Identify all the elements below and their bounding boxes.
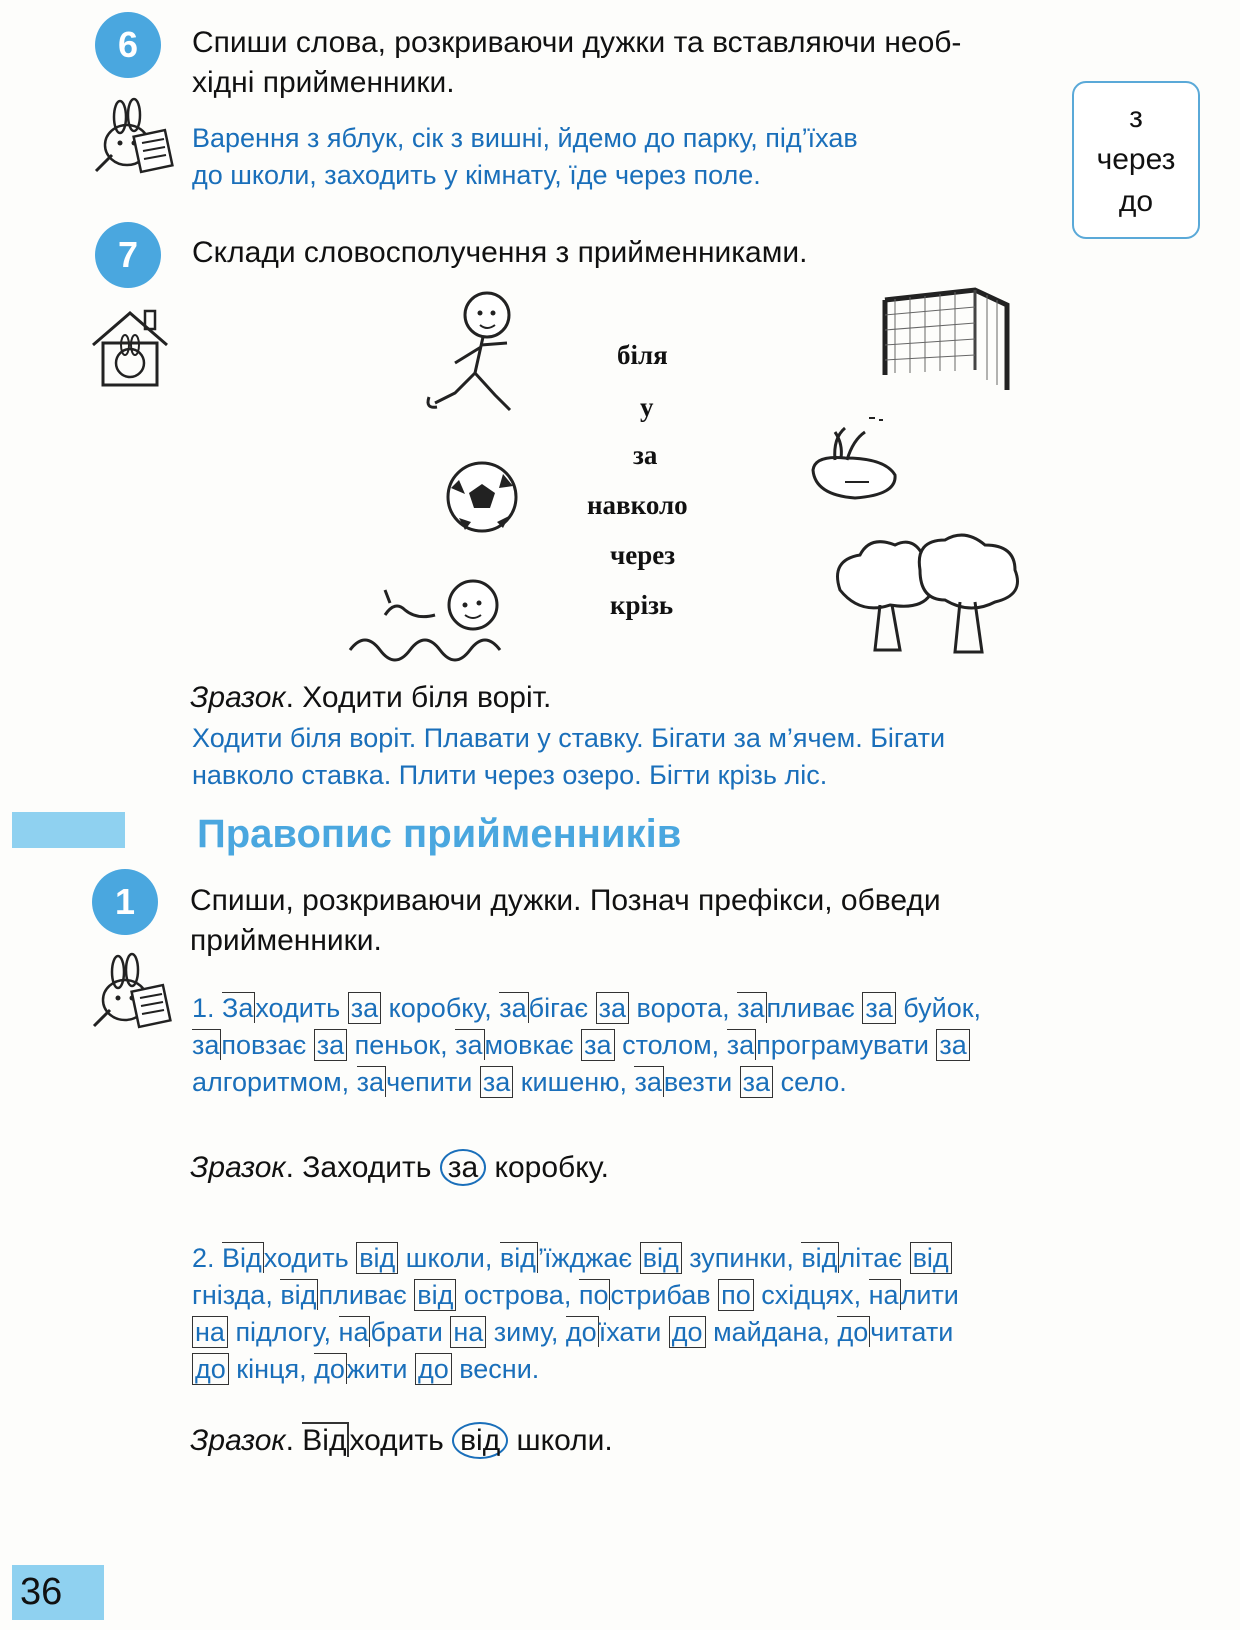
answer-text: читати [870, 1317, 954, 1347]
answer-line [192, 990, 981, 1027]
answer-text: острова, [456, 1280, 579, 1310]
boxed-preposition: від [414, 1279, 456, 1311]
answer-line [192, 1277, 959, 1314]
answer-text: алгоритмом, [192, 1067, 357, 1097]
prefix-marked: за [455, 1030, 483, 1060]
prefix-marked: від [280, 1280, 317, 1310]
prefix-marked: Від [302, 1422, 349, 1457]
answer-text: коробку, [381, 993, 500, 1023]
bunny-reading-icon [80, 950, 175, 1040]
task6-instruction-line2: хідні прийменники. [192, 66, 455, 99]
answer-text: брати [370, 1317, 451, 1347]
answer-text: ходить [255, 993, 348, 1023]
answer-text: столом, [614, 1030, 727, 1060]
swimming-boy-icon [345, 575, 510, 665]
boxed-preposition: на [192, 1316, 228, 1348]
task7-sample [190, 677, 551, 719]
preposition-box-word: до [1118, 185, 1154, 218]
answer-text: гнізда, [192, 1280, 281, 1310]
sample-text: . [285, 1424, 303, 1457]
answer-line [192, 1351, 959, 1388]
bunny-reading-icon [82, 95, 177, 185]
sample-text: коробку. [486, 1151, 610, 1184]
boxed-preposition: до [192, 1353, 229, 1385]
answer-text: весни. [451, 1354, 540, 1384]
preposition-word: навколо [587, 490, 688, 520]
task1-part2 [192, 1240, 959, 1388]
prefix-marked: по [578, 1280, 609, 1310]
answer-text: повзає [221, 1030, 314, 1060]
prefix-marked: за [737, 993, 765, 1023]
boxed-preposition: за [480, 1066, 513, 1098]
answer-text: 1. [192, 993, 223, 1023]
boxed-preposition: до [669, 1316, 706, 1348]
boxed-preposition: за [936, 1029, 969, 1061]
preposition-word: у [640, 392, 654, 422]
sample-label: Зразок [190, 1151, 286, 1184]
answer-text: зиму, [486, 1317, 566, 1347]
answer-line [192, 1314, 959, 1351]
task1-sample1 [190, 1147, 609, 1189]
answer-text: лити [900, 1280, 959, 1310]
answer-text: східцях, [753, 1280, 869, 1310]
answer-text: пеньок, [347, 1030, 456, 1060]
preposition-box-word: з [1129, 101, 1143, 134]
prefix-marked: від [499, 1243, 536, 1273]
answer-text: село. [773, 1067, 847, 1097]
answer-text: мовкає [484, 1030, 582, 1060]
boxed-preposition: до [415, 1353, 452, 1385]
task7-number: 7 [95, 222, 161, 288]
answer-text: пливає [318, 1280, 415, 1310]
prefix-marked: до [837, 1317, 869, 1347]
answer-text: стрибав [610, 1280, 719, 1310]
answer-text: майдана, [705, 1317, 838, 1347]
preposition-word: крізь [610, 590, 674, 620]
boxed-preposition: за [581, 1029, 614, 1061]
boxed-preposition: за [314, 1029, 347, 1061]
preposition-word: біля [617, 340, 668, 370]
trees-icon [830, 530, 1030, 660]
task6-number: 6 [95, 12, 161, 78]
answer-text: кінця, [228, 1354, 315, 1384]
task7-answer-line2: навколо ставка. Плити через озеро. Бігти крізь ліс. [192, 760, 828, 790]
pond-icon [805, 410, 905, 505]
sample-label: Зразок [190, 1424, 286, 1457]
boxed-preposition: за [740, 1066, 773, 1098]
answer-text: чепити [386, 1067, 480, 1097]
section-heading: Правопис прийменників [197, 812, 682, 856]
prefix-marked: за [192, 1030, 220, 1060]
answer-text: буйок, [895, 993, 982, 1023]
preposition-word: через [610, 540, 676, 570]
answer-text: бігає [528, 993, 596, 1023]
task7-answer-line1: Ходити біля воріт. Плавати у ставку. Бігати за м’ячем. Бігати [192, 723, 946, 753]
sample-text: ходить [349, 1424, 453, 1457]
prefix-marked: до [565, 1317, 597, 1347]
answer-text: везти [663, 1067, 740, 1097]
answer-text: зупинки, [681, 1243, 802, 1273]
section-bar [12, 812, 125, 848]
task1-instruction-line1: Спиши, розкриваючи дужки. Познач префікси, обведи [190, 884, 941, 917]
answer-text: школи, [398, 1243, 500, 1273]
prefix-marked: за [634, 1067, 662, 1097]
answer-text: ворота, [629, 993, 738, 1023]
soccer-ball-icon [445, 460, 520, 535]
sample-label: Зразок [190, 681, 286, 714]
answer-text: 2. [192, 1243, 223, 1273]
task1-instruction-line2: прийменники. [190, 924, 382, 957]
answer-text: ходить [263, 1243, 357, 1273]
boxed-preposition: від [356, 1242, 398, 1274]
sample-text: школи. [508, 1424, 613, 1457]
boxed-preposition: по [718, 1279, 754, 1311]
preposition-word: за [633, 440, 658, 470]
answer-text: підлогу, [227, 1317, 339, 1347]
prefix-marked: за [499, 993, 527, 1023]
prefix-marked: за [726, 1030, 755, 1060]
task1-number: 1 [92, 869, 158, 935]
task7-instruction: Склади словосполучення з прийменниками. [192, 236, 808, 269]
answer-text: кишеню, [513, 1067, 635, 1097]
prefix-marked: За [222, 993, 254, 1023]
prefix-marked: на [868, 1280, 899, 1310]
preposition-box [1072, 81, 1200, 239]
prefix-marked: Від [222, 1243, 262, 1273]
answer-line [192, 1027, 981, 1064]
answer-line [192, 1064, 981, 1101]
task6-answer-line2: до школи, заходить у кімнату, їде через поле. [192, 160, 761, 190]
circled-preposition: за [440, 1149, 486, 1186]
prefix-marked: від [801, 1243, 838, 1273]
bunny-house-icon [85, 305, 175, 390]
prefix-marked: на [338, 1317, 369, 1347]
task1-sample2 [190, 1420, 613, 1462]
sample-text: . Ходити біля воріт. [285, 681, 552, 714]
sample-text: . Заходить [285, 1151, 440, 1184]
page-number: 36 [12, 1565, 104, 1620]
answer-text: ’їжджає [537, 1243, 640, 1273]
soccer-goal-icon [875, 285, 1015, 400]
preposition-box-word: через [1096, 143, 1176, 176]
boxed-preposition: на [450, 1316, 486, 1348]
boxed-preposition: за [596, 992, 629, 1024]
answer-text: програмувати [756, 1030, 937, 1060]
answer-text: літає [839, 1243, 910, 1273]
boxed-preposition: від [910, 1242, 952, 1274]
answer-text: жити [346, 1354, 415, 1384]
prefix-marked: до [314, 1354, 345, 1384]
boxed-preposition: за [348, 992, 381, 1024]
task1-part1 [192, 990, 981, 1101]
running-boy-icon [425, 285, 535, 425]
prefix-marked: за [356, 1067, 385, 1097]
answer-text: пливає [766, 993, 863, 1023]
task6-instruction-line1: Спиши слова, розкриваючи дужки та вставляючи необ- [192, 26, 962, 59]
task6-answer-line1: Варення з яблук, сік з вишні, йдемо до парку, під’їхав [192, 123, 858, 153]
circled-preposition: від [452, 1422, 508, 1459]
answer-line [192, 1240, 959, 1277]
boxed-preposition: від [640, 1242, 682, 1274]
boxed-preposition: за [862, 992, 895, 1024]
answer-text: їхати [598, 1317, 669, 1347]
